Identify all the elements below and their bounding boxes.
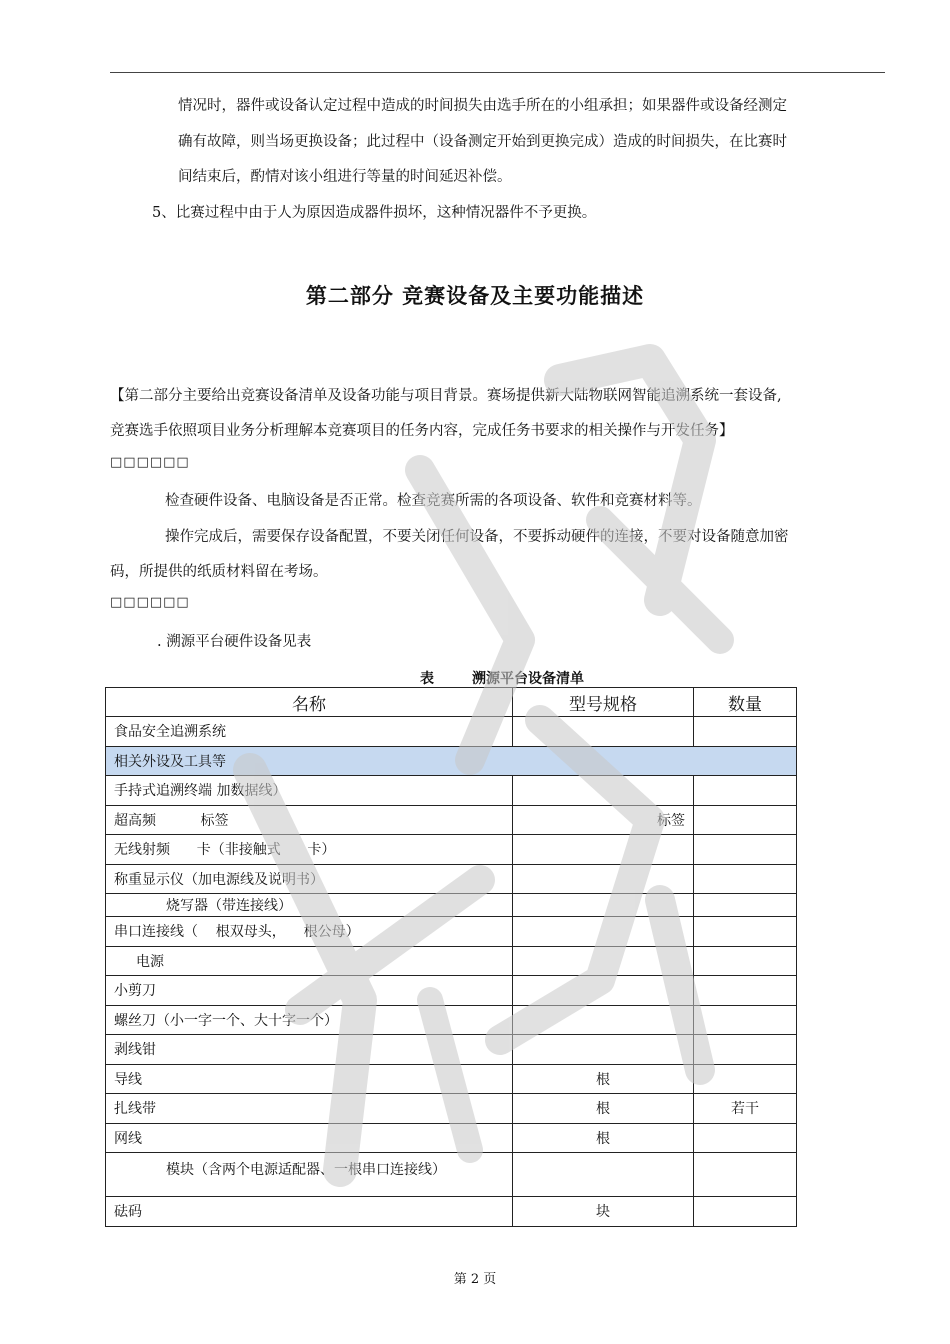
- cell-qty: [694, 1197, 797, 1227]
- table-row: [106, 1153, 797, 1197]
- cell-spec: [513, 1005, 694, 1035]
- intro-line: 【第二部分主要给出竞赛设备清单及设备功能与项目背景。赛场提供新大陆物联网智能追溯系统一套设备,: [110, 388, 782, 404]
- cell-name: 砝码: [106, 1197, 513, 1227]
- cell-name: 导线: [106, 1064, 513, 1094]
- cell-qty: [694, 835, 797, 865]
- cell-name: 扎线带: [106, 1094, 513, 1124]
- cell-name: 超高频 标签: [106, 805, 513, 835]
- cell-spec: [513, 717, 694, 747]
- cell-name: 模块（含两个电源适配器、一根串口连接线）: [106, 1153, 513, 1197]
- cell-qty: [694, 1005, 797, 1035]
- cell-name: 剥线钳: [106, 1035, 513, 1065]
- check-line: 检查硬件设备、电脑设备是否正常。检查竞赛所需的各项设备、软件和竞赛材料等。: [165, 493, 702, 509]
- cell-name: 电源: [106, 946, 513, 976]
- list-intro: . 溯源平台硬件设备见表: [157, 634, 312, 650]
- cell-spec: [513, 776, 694, 806]
- cell-spec: [513, 917, 694, 947]
- cell-name: 烧写器（带连接线）: [106, 894, 513, 917]
- body-line: 确有故障，则当场更换设备；此过程中（设备测定开始到更换完成）造成的时间损失，在比赛时: [178, 134, 787, 150]
- subsection-marker: □□□□□□: [110, 455, 190, 470]
- cell-name: 手持式追溯终端 加数据线）: [106, 776, 513, 806]
- cell-spec: 块: [513, 1197, 694, 1227]
- cell-qty: [694, 776, 797, 806]
- cell-name: 无线射频 卡（非接触式 卡）: [106, 835, 513, 865]
- cell-spec: 根: [513, 1064, 694, 1094]
- header-qty: 数量: [694, 688, 797, 717]
- cell-spec: 根: [513, 1123, 694, 1153]
- table-row: [106, 1005, 797, 1035]
- table-row: [106, 976, 797, 1006]
- table-row: [106, 717, 797, 747]
- section-heading: 第二部分 竞赛设备及主要功能描述: [305, 284, 645, 308]
- cell-qty: 若干: [694, 1094, 797, 1124]
- check-line: 码，所提供的纸质材料留在考场。: [110, 564, 328, 580]
- cell-qty: [694, 1035, 797, 1065]
- cell-qty: [694, 946, 797, 976]
- check-line: 操作完成后，需要保存设备配置，不要关闭任何设备，不要拆动硬件的连接，不要对设备随意加密: [165, 529, 789, 545]
- cell-qty: [694, 1064, 797, 1094]
- subsection-marker: □□□□□□: [110, 595, 190, 610]
- body-line: 情况时，器件或设备认定过程中造成的时间损失由选手所在的小组承担；如果器件或设备经测定: [178, 98, 787, 114]
- cell-spec: [513, 976, 694, 1006]
- table-row: [106, 946, 797, 976]
- equipment-table: [105, 687, 797, 1227]
- table-row: [106, 835, 797, 865]
- cell-spec: 根: [513, 1094, 694, 1124]
- page-number: 第 2 页: [453, 1272, 497, 1287]
- table-row: [106, 917, 797, 947]
- table-row: [106, 1094, 797, 1124]
- body-line: 间结束后，酌情对该小组进行等量的时间延迟补偿。: [178, 169, 512, 185]
- cell-category: 相关外设及工具等: [106, 746, 797, 776]
- cell-spec: [513, 1153, 694, 1197]
- cell-name: 小剪刀: [106, 976, 513, 1006]
- table-row: [106, 1123, 797, 1153]
- table-row: [106, 1197, 797, 1227]
- cell-spec: [513, 864, 694, 894]
- cell-name: 食品安全追溯系统: [106, 717, 513, 747]
- table-header-row: [106, 688, 797, 717]
- cell-qty: [694, 917, 797, 947]
- table-row: [106, 864, 797, 894]
- cell-spec: [513, 894, 694, 917]
- cell-name: 串口连接线（ 根双母头， 根公母）: [106, 917, 513, 947]
- cell-qty: [694, 1153, 797, 1197]
- cell-spec: [513, 946, 694, 976]
- table-row: [106, 1035, 797, 1065]
- table-row: [106, 805, 797, 835]
- table-caption: [420, 668, 584, 688]
- cell-qty: [694, 864, 797, 894]
- cell-qty: [694, 894, 797, 917]
- caption-title: 溯源平台设备清单: [472, 671, 584, 687]
- header-name: 名称: [106, 688, 513, 717]
- table-row: [106, 776, 797, 806]
- cell-spec: [513, 835, 694, 865]
- header-spec: 型号规格: [513, 688, 694, 717]
- table-row: [106, 894, 797, 917]
- table-row-category: [106, 746, 797, 776]
- cell-qty: [694, 717, 797, 747]
- cell-spec: [513, 1035, 694, 1065]
- caption-prefix: 表: [420, 671, 434, 687]
- cell-qty: [694, 805, 797, 835]
- cell-name: 螺丝刀（小一字一个、大十字一个）: [106, 1005, 513, 1035]
- header-rule: [110, 72, 885, 73]
- table-row: [106, 1064, 797, 1094]
- rule-item-5: 5、比赛过程中由于人为原因造成器件损坏，这种情况器件不予更换。: [152, 205, 597, 221]
- cell-name: 称重显示仪（加电源线及说明书）: [106, 864, 513, 894]
- cell-qty: [694, 976, 797, 1006]
- cell-name: 网线: [106, 1123, 513, 1153]
- cell-qty: [694, 1123, 797, 1153]
- intro-line: 竞赛选手依照项目业务分析理解本竞赛项目的任务内容，完成任务书要求的相关操作与开发任务】: [110, 423, 734, 439]
- cell-spec: 标签: [513, 805, 694, 835]
